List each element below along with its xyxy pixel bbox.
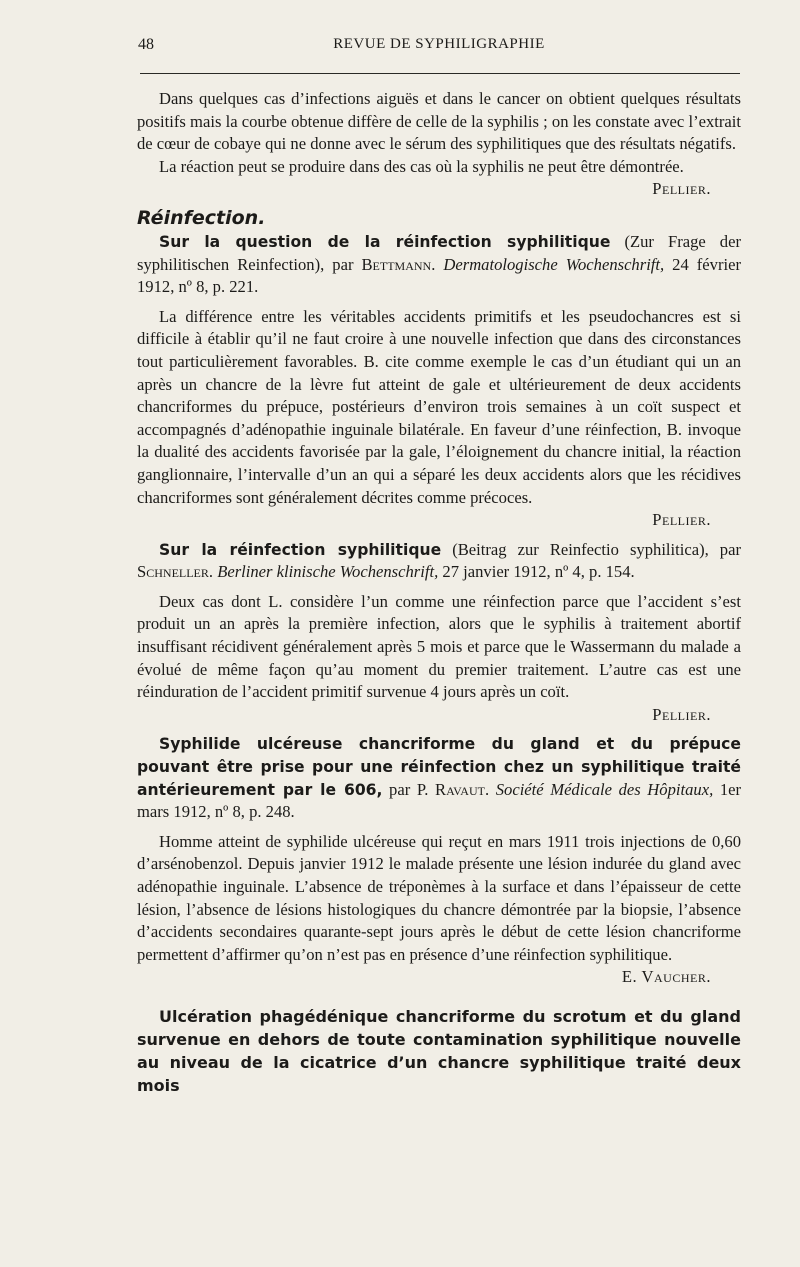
article-3-author: Ravaut (435, 779, 485, 799)
article-1-reference (137, 231, 741, 299)
article-2-ref-post: 27 janvier 1912, nº 4, p. 154. (438, 562, 635, 582)
intro-paragraph-2-text: La réaction peut se produire dans des cas où la syphilis ne peut être démontrée. (159, 156, 684, 176)
intro-signature-line (137, 178, 741, 201)
article-1-body-text: La différence entre les véritables accidents primitifs et les pseudochancres est si difficile à établir qu’il ne faut croire à une nouvelle infection que dans des circonstances tout particulièrement favorables. B. cite comme exemple le cas d’un étudiant qui un an après un chancre de la lèvre fut atteint de gale et ultérieurement de deux accidents chancriformes du prépuce, postérieurs d’environ trois semaines à un coït suspect et accompagnés d’adénopathie inguinale bilatérale. En faveur d’une réinfection, B. invoque la dualité des accidents favorisée par la gale, l’éloignement du chancre initial, la réaction ganglionnaire, l’intervalle d’un an qui a séparé les deux accidents alors que les récidives chancriformes sont généralement décrites comme précoces. (137, 306, 741, 507)
article-4-title: Ulcération phagédénique chancriforme du scrotum et du gland survenue en dehors de toute contamination syphilitique nouvelle au niveau de la cicatrice d’un chancre syphilitique traité deux mois (137, 1006, 741, 1095)
article-3-ref-mid: . (484, 779, 496, 799)
article-3-signature: E. Vaucher. (621, 967, 711, 987)
page-header (138, 36, 740, 60)
article-3-body-text: Homme atteint de syphilide ulcéreuse qui reçut en mars 1911 trois injections de 0,60 d’arsénobenzol. Depuis janvier 1912 le malade présente une lésion indurée du gland avec adénopathie inguinale. L’absence de tréponèmes à la surface et dans l’épaisseur de cette lésion, l’absence de lésions histologiques du chancre démontrée par la biopsie, l’absence d’accidents secondaires quarante-sept jours après le début de cette lésion chancriforme permettent d’affirmer qu’on n’est pas en présence d’une réinfection syphilitique. (137, 831, 741, 964)
article-2-signature-line (137, 704, 741, 727)
article-2-reference (137, 539, 741, 584)
intro-signature: Pellier. (652, 179, 711, 199)
header-rule (140, 73, 740, 74)
article-1-title: Sur la question de la réinfection syphilitique (159, 232, 611, 251)
article-3-ref-post: 1er mars 1912, nº 8, p. 248. (137, 779, 742, 822)
article-1-journal: Dermatologische Wochenschrift, (443, 254, 665, 274)
page-number: 48 (138, 36, 154, 53)
article-2-ref-mid: . (208, 562, 218, 582)
article-2-signature: Pellier. (652, 704, 711, 724)
article-3-reference (137, 733, 741, 823)
article-1-signature-line (137, 509, 741, 532)
page-body (137, 88, 741, 1097)
article-1-author: Bettmann (361, 254, 432, 274)
section-title: Réinfection. (137, 206, 266, 229)
article-2-author: Schneller (137, 562, 209, 582)
article-4-heading (137, 1005, 741, 1097)
article-1-ref-mid: . (431, 254, 444, 274)
article-1-ref-post: 24 février 1912, nº 8, p. 221. (137, 254, 742, 297)
article-2-title: Sur la réinfection syphilitique (159, 540, 442, 559)
running-head: REVUE DE SYPHILIGRAPHIE (333, 36, 545, 52)
article-2-journal: Berliner klinische Wochenschrift, (217, 562, 439, 582)
article-2-body (137, 591, 741, 704)
article-3-title: Syphilide ulcéreuse chancriforme du gland et du prépuce pouvant être prise pour une réinfection chez un syphilitique traité antérieurement par le 606, (137, 735, 741, 799)
article-3-ref-pre: par P. (382, 779, 435, 799)
article-3-signature-line (137, 966, 741, 989)
article-2-body-text: Deux cas dont L. considère l’un comme une réinfection parce que l’accident s’est produit un an après la première infection, alors que le syphilis à traitement abortif insuffisant récidivent généralement après 5 mois et parce que le Wassermann du malade a évolué de même façon qu’au moment du premier traitement. L’autre cas est une réinduration de l’accident primitif survenue 4 jours après un coït. (137, 591, 741, 702)
article-3-journal: Société Médicale des Hôpitaux, (495, 779, 714, 799)
article-1-body (137, 306, 741, 509)
article-1-signature: Pellier. (652, 510, 711, 530)
intro-paragraph-2 (137, 156, 741, 179)
article-2-ref-pre: (Beitrag zur Reinfectio syphilitica), par (441, 539, 741, 559)
intro-paragraph-1: Dans quelques cas d’infections aiguës et dans le cancer on obtient quelques résultats positifs mais la courbe obtenue diffère de celle de la syphilis ; on les constate avec l’extrait de cœur de cobaye qui ne donne avec le sérum des syphilitiques que des résultats négatifs. (137, 89, 741, 154)
article-3-body (137, 831, 741, 967)
article-1-ref-pre: (Zur Frage der syphilitischen Reinfection), par (137, 231, 741, 274)
